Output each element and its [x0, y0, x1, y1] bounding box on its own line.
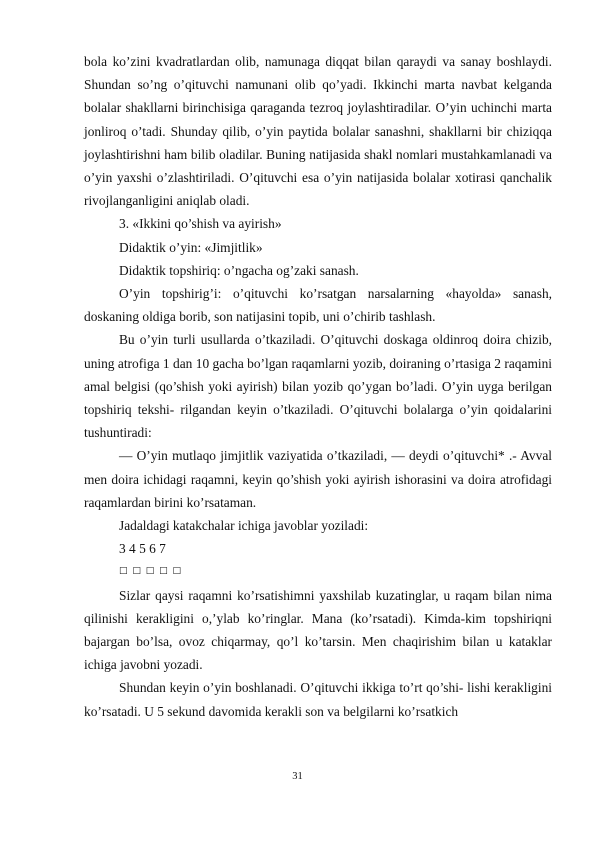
paragraph-method: Bu o’yin turli usullarda o’tkaziladi. O’qituvchi doskaga oldinroq doira chizib, uning atrofiga 1 dan 10 gacha bo’lgan raqamlarni yozib, doiraning o’rtasiga 2 raqamini amal belgisi (qo’shish yoki ayirish) bilan yozib qo’ygan bo’ladi. O’yin uyga berilgan topshiriq tekshi- rilgandan keyin o’tkaziladi. O’qituvchi bolalarga o’yin qoidalarini tushuntiradi: — [84, 332, 552, 441]
section-heading: 3. «Ikkini qo’shish va ayirish» — [119, 216, 282, 232]
game-name: Didaktik o’yin: «Jimjitlik» — [119, 239, 263, 255]
didactic-task: Didaktik topshiriq: o’ngacha og’zaki sanash. — [119, 262, 359, 278]
page-number: 31 — [292, 771, 303, 782]
answer-boxes-row: □ □ □ □ □ — [119, 566, 182, 577]
paragraph-intro: bola ko’zini kvadratlardan olib, namunaga diqqat bilan qaraydi va sanay boshlaydi. Shundan so’ng o’qituvchi namunani olib qo’yadi. Ikkinchi marta navbat kelganda bolalar shakllarni birinchisiga qaraganda tezroq joylashtiradilar. O’yin uchinchi marta jonliroq o’tadi. Shunday qilib, o’yin paytida bolalar sanashni, shakllarni bir chiziqqa joylashtirishni ham bilib oladilar. Buning natijasida shakl nomlari mustahkamlanadi va o’yin yaxshi o’zlashtiriladi. O’qituvchi esa o’yin natijasida bolalar xotirasi qanchalik rivojlanganligini aniqlab oladi. — [84, 54, 552, 209]
document-page — [84, 50, 552, 723]
paragraph-rules: — O’yin mutlaqo jimjitlik vaziyatida o’tkaziladi, — deydi o’qituvchi* .- Avval men doira ichidagi raqamni, keyin qo’shish yoki ayirish ishorasini va doira atrofidagi raqamlardan birini ko’rsataman. — [84, 448, 552, 510]
number-row: 3 4 5 6 7 — [119, 541, 166, 557]
paragraph-instructions: Sizlar qaysi raqamni ko’rsatishimni yaxshilab kuzatinglar, u raqam bilan nima qilinishi kerakligini o,’ylab ko’ringlar. Mana (ko’rsatadi). Kimda-kim topshiriqni bajargan bo’lsa, ovoz chiqarmay, qo’l ko’tarsin. Men chaqirishim bilan u kataklar ichiga javobni yozadi. — [84, 587, 552, 673]
paragraph-game-start: Shundan keyin o’yin boshlanadi. O’qituvchi ikkiga to’rt qo’shi- lishi kerakligini ko’rsatadi. U 5 sekund davomida kerakli son va belgilarni ko’rsatkich — [84, 680, 552, 719]
game-task: O’yin topshirig’i: o’qituvchi ko’rsatgan narsalarning «hayolda» sanash, doskaning oldiga borib, son natijasini topib, uni o’chirib tashlash. — [84, 286, 552, 325]
table-intro: Jadaldagi katakchalar ichiga javoblar yoziladi: — [119, 518, 369, 534]
